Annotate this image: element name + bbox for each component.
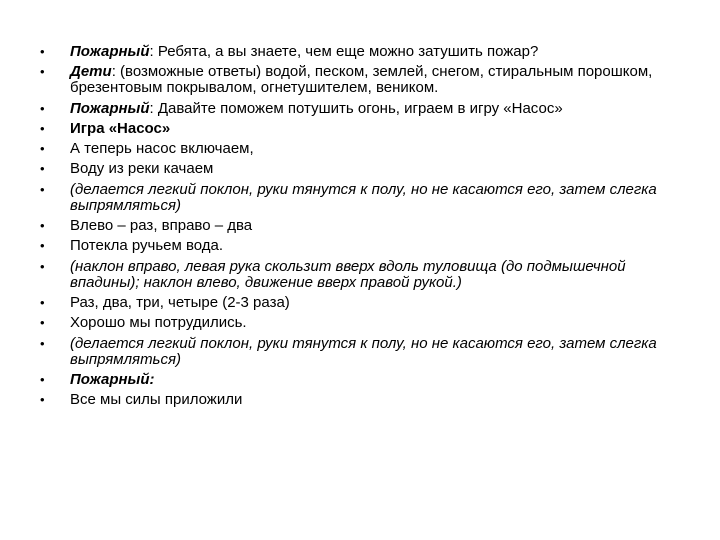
bullet-dot: • xyxy=(40,218,45,234)
bullet-dot: • xyxy=(40,64,45,80)
item-text: Все мы силы приложили xyxy=(70,391,243,409)
list-item-children-answers xyxy=(40,64,670,96)
list-item-instruction xyxy=(40,336,670,368)
bullet-dot: • xyxy=(40,315,45,331)
speaker-colon: : Ребята, а вы знаете, чем еще можно затушить пожар? xyxy=(149,43,539,60)
bullet-dot: • xyxy=(40,161,45,177)
speaker-label: Пожарный xyxy=(70,43,150,60)
list-item-firefighter-question xyxy=(40,44,670,60)
list-item-verse xyxy=(40,141,670,157)
bullet-dot: • xyxy=(40,100,45,116)
speaker-label: Пожарный xyxy=(70,99,150,117)
item-text: : (возможные ответы) водой, песком, землей, снегом, стиральным порошком, брезентовым покрывалом, огнетушителем, веником. xyxy=(70,63,653,97)
bullet-dot: • xyxy=(40,141,45,157)
item-text: : Давайте поможем потушить огонь, играем в игру «Насос» xyxy=(149,99,563,117)
item-text: (делается легкий поклон, руки тянутся к полу, но не касаются его, затем слегка выпрямляться) xyxy=(70,180,657,214)
item-text: Влево – раз, вправо – два xyxy=(70,217,253,235)
list-item-firefighter-invite xyxy=(40,101,670,117)
item-text: Воду из реки качаем xyxy=(70,160,214,178)
item-text: Хорошо мы потрудились. xyxy=(70,314,247,332)
bullet-dot: • xyxy=(40,258,45,274)
list-item-firefighter-label xyxy=(40,372,670,388)
bullet-dot: • xyxy=(40,392,45,408)
list-item-instruction xyxy=(40,259,670,291)
bullet-list xyxy=(40,44,670,412)
game-title: Игра «Насос» xyxy=(70,119,171,137)
speaker-label: Пожарный: xyxy=(70,370,155,388)
list-item-verse xyxy=(40,161,670,177)
list-item-verse xyxy=(40,295,670,311)
item-text: Потекла ручьем вода. xyxy=(70,237,224,255)
bullet-dot: • xyxy=(40,181,45,197)
bullet-dot: • xyxy=(40,335,45,351)
list-item-verse xyxy=(40,315,670,331)
item-text: (делается легкий поклон, руки тянутся к полу, но не касаются его, затем слегка выпрямляться) xyxy=(70,334,657,368)
bullet-dot: • xyxy=(40,120,45,136)
bullet-dot: • xyxy=(40,294,45,310)
list-item-instruction xyxy=(40,182,670,214)
list-item-game-title xyxy=(40,121,670,137)
bullet-dot: • xyxy=(40,371,45,387)
list-item-verse xyxy=(40,392,670,408)
speaker-label: Дети xyxy=(70,63,112,81)
list-item-verse xyxy=(40,218,670,234)
list-item-verse xyxy=(40,238,670,254)
item-text: (наклон вправо, левая рука скользит вверх вдоль туловища (до подмышечной впадины); наклон влево, движение вверх правой рукой.) xyxy=(70,257,626,291)
item-text: Раз, два, три, четыре (2-3 раза) xyxy=(70,293,290,311)
bullet-dot: • xyxy=(40,238,45,254)
item-text: А теперь насос включаем, xyxy=(70,140,254,158)
bullet-dot: • xyxy=(40,44,45,59)
